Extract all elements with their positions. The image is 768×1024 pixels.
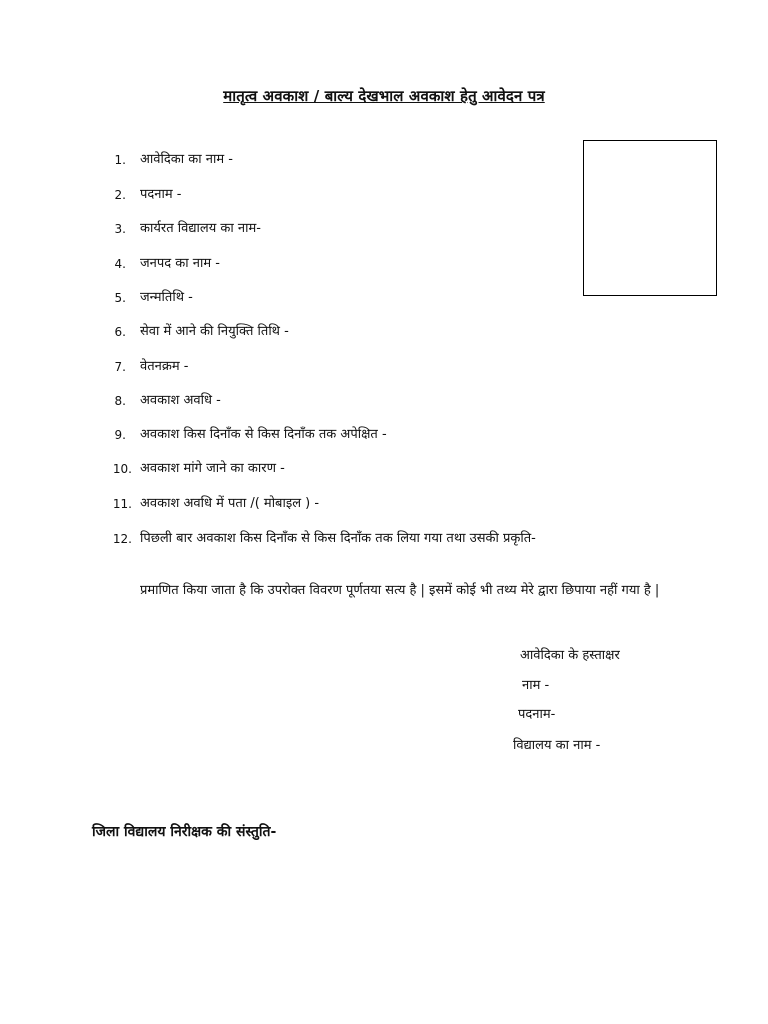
signature-designation-label: पदनाम- xyxy=(518,707,556,722)
field-label: कार्यरत विद्यालय का नाम- xyxy=(140,221,261,236)
field-number: 7. xyxy=(114,360,126,374)
field-number: 6. xyxy=(114,325,126,339)
field-number: 2. xyxy=(114,188,126,202)
signature-school-label: विद्यालय का नाम - xyxy=(513,738,601,753)
field-number: 9. xyxy=(114,428,126,442)
recommendation-heading: जिला विद्यालय निरीक्षक की संस्तुति- xyxy=(92,824,277,840)
form-title: मातृत्व अवकाश / बाल्य देखभाल अवकाश हेतु आवेदन पत्र xyxy=(223,87,545,105)
photo-placeholder-box xyxy=(583,140,717,296)
field-label: अवकाश किस दिनाँक से किस दिनाँक तक अपेक्षित - xyxy=(140,427,387,442)
declaration-text: प्रमाणित किया जाता है कि उपरोक्त विवरण पूर्णतया सत्य है | इसमें कोई भी तथ्य मेरे द्वारा छिपाया नहीं गया है | xyxy=(140,583,660,598)
applicant-signature-label: आवेदिका के हस्ताक्षर xyxy=(520,648,620,663)
signature-name-label: नाम - xyxy=(522,678,550,693)
field-label: पिछली बार अवकाश किस दिनाँक से किस दिनाँक तक लिया गया तथा उसकी प्रकृति- xyxy=(140,531,536,546)
field-label: जनपद का नाम - xyxy=(140,256,220,271)
field-label: आवेदिका का नाम - xyxy=(140,152,233,167)
field-number: 1. xyxy=(114,153,126,167)
field-number: 8. xyxy=(114,394,126,408)
field-number: 5. xyxy=(114,291,126,305)
field-number: 3. xyxy=(114,222,126,236)
field-number: 10. xyxy=(112,462,132,476)
field-label: जन्मतिथि - xyxy=(140,290,193,305)
field-number: 4. xyxy=(114,257,126,271)
field-number: 12. xyxy=(112,532,132,546)
field-label: वेतनक्रम - xyxy=(140,359,189,374)
field-label: पदनाम - xyxy=(140,187,182,202)
field-number: 11. xyxy=(112,497,132,511)
field-label: सेवा में आने की नियुक्ति तिथि - xyxy=(140,324,289,339)
field-label: अवकाश अवधि में पता /( मोबाइल ) - xyxy=(140,496,320,511)
field-label: अवकाश मांगे जाने का कारण - xyxy=(140,461,285,476)
field-label: अवकाश अवधि - xyxy=(140,393,221,408)
